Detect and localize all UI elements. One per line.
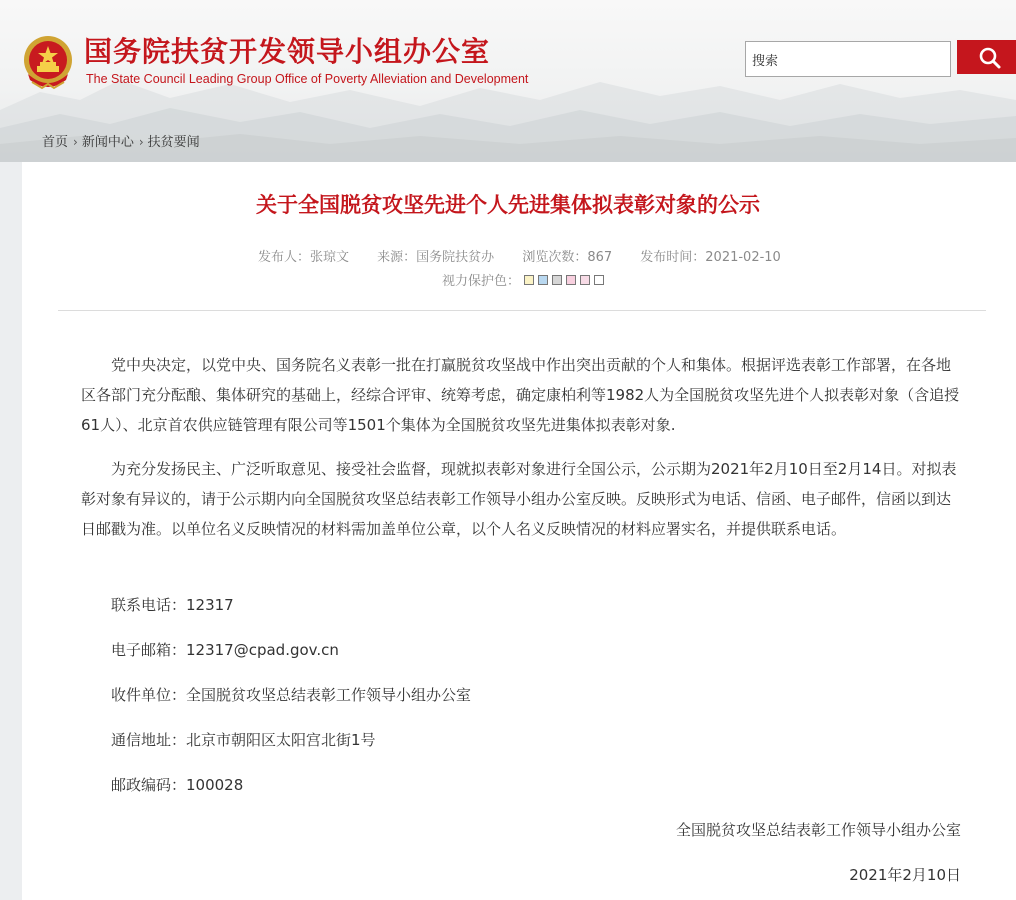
paragraph-text: 党中央决定，以党中央、国务院名义表彰一批在打赢脱贫攻坚战中作出突出贡献的个人和集体。根据评选表彰工作部署，在各地区各部门充分酝酿、集体研究的基础上，经综合评审、统筹考虑，确定康柏利等1982人为全国脱贫攻坚先进个人拟表彰对象（含追授61人）、北京首农供应链管理有限公司等1501个集体为全国脱贫攻坚先进集体拟表彰对象. [81,356,960,434]
contact-address: 通信地址：北京市朝阳区太阳宫北街1号 [111,731,376,749]
chevron-right-icon: › [138,135,144,149]
article-title: 关于全国脱贫攻坚先进个人先进集体拟表彰对象的公示 [256,193,760,217]
breadcrumb-home-link[interactable]: 首页 [42,135,69,150]
eye-care-label: 视力保护色： [442,274,521,289]
eye-care-swatch-rose[interactable] [580,275,590,285]
site-title: 国务院扶贫开发领导小组办公室 [84,35,491,68]
article-meta [258,249,818,267]
breadcrumb-news-center-link[interactable]: 新闻中心 [81,135,134,150]
article-paragraph-2 [81,454,965,544]
contact-phone: 联系电话：12317 [111,596,234,614]
meta-source: 来源：国务院扶贫办 [377,250,495,265]
eye-care-swatch-blue[interactable] [538,275,548,285]
chevron-right-icon: › [73,135,78,149]
article-date: 2021年2月10日 [849,866,961,884]
eye-care-swatch-yellow[interactable] [524,275,534,285]
search-icon [957,40,1016,74]
site-subtitle: The State Council Leading Group Office of Poverty Alleviation and Development [86,72,529,86]
eye-care-swatch-white[interactable] [594,275,604,285]
breadcrumb [42,133,200,151]
meta-publisher: 发布人：张琼文 [258,250,350,265]
meta-views: 浏览次数：867 [522,250,613,265]
contact-email: 电子邮箱：12317@cpad.gov.cn [111,641,339,659]
site-header [0,0,1016,162]
eye-care-swatch-gray[interactable] [552,275,562,285]
eye-care-color-selector [442,273,604,291]
national-emblem-icon [22,34,74,90]
paragraph-text: 为充分发扬民主、广泛听取意见、接受社会监督，现就拟表彰对象进行全国公示，公示期为2021年2月10日至2月14日。对拟表彰对象有异议的，请于公示期内向全国脱贫攻坚总结表彰工作领导小组办公室反映。反映形式为电话、信函、电子邮件，信函以到达日邮戳为准。以单位名义反映情况的材料需加盖单位公章，以个人名义反映情况的材料应署实名，并提供联系电话。 [81,460,957,538]
header-divider [58,310,986,311]
article-signature: 全国脱贫攻坚总结表彰工作领导小组办公室 [675,821,961,839]
search-button[interactable] [957,40,1016,74]
eye-care-swatch-pink[interactable] [566,275,576,285]
contact-recipient: 收件单位：全国脱贫攻坚总结表彰工作领导小组办公室 [111,686,472,704]
search-input[interactable] [745,41,951,77]
meta-publish-time: 发布时间：2021-02-10 [640,250,781,265]
article-paragraph-1 [81,350,965,440]
breadcrumb-poverty-news-link[interactable]: 扶贫要闻 [147,135,200,150]
contact-postcode: 邮政编码：100028 [111,776,244,794]
article-card [22,162,1016,900]
